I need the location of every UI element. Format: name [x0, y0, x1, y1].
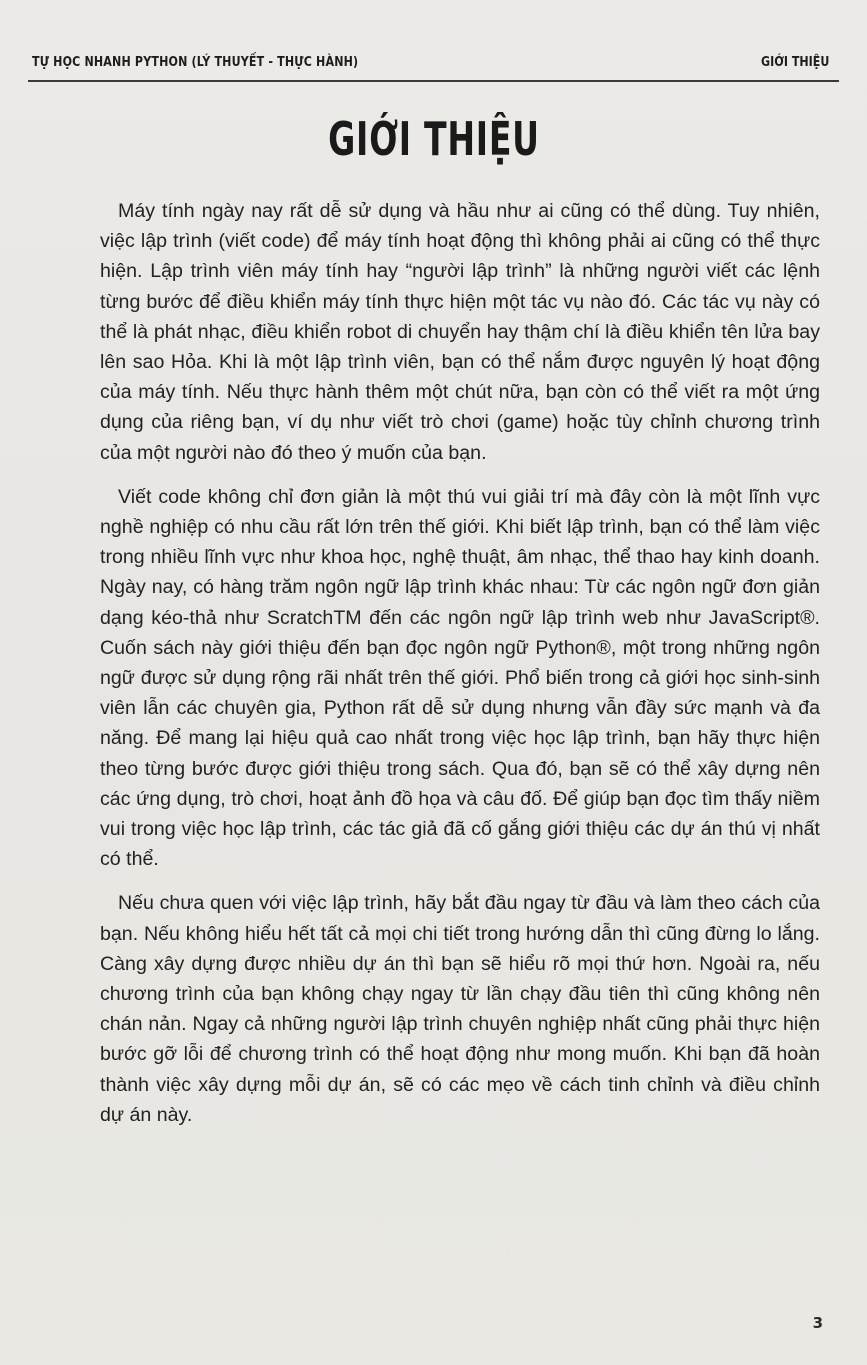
paragraph-1: Máy tính ngày nay rất dễ sử dụng và hầu như ai cũng có thể dùng. Tuy nhiên, việc lập trình (viết code) để máy tính hoạt động thì không phải ai cũng có thể thực hiện. Lập trình viên máy tính hay “người lập trình” là những người viết các lệnh từng bước để điều khiển máy tính thực hiện một tác vụ nào đó. Các tác vụ này có thể là phát nhạc, điều khiển robot di chuyển hay thậm chí là điều khiển tên lửa bay lên sao Hỏa. Khi là một lập trình viên, bạn có thể nắm được nguyên lý hoạt động của máy tính. Nếu thực hành thêm một chút nữa, bạn còn có thể viết ra một ứng dụng của riêng bạn, ví dụ như viết trò chơi (game) hoặc tùy chỉnh chương trình của một người nào đó theo ý muốn của bạn. [100, 200, 820, 464]
page-number: 3 [812, 1314, 823, 1332]
running-header [32, 52, 690, 76]
paragraph-2: Viết code không chỉ đơn giản là một thú vui giải trí mà đây còn là một lĩnh vực nghề nghiệp có nhu cầu rất lớn trên thế giới. Khi biết lập trình, bạn có thể làm việc trong nhiều lĩnh vực như khoa học, nghệ thuật, âm nhạc, thể thao hay kinh doanh. Ngày nay, có hàng trăm ngôn ngữ lập trình khác nhau: Từ các ngôn ngữ đơn giản dạng kéo-thả như ScratchTM đến các ngôn ngữ lập trình web như JavaScript®. Cuốn sách này giới thiệu đến bạn đọc ngôn ngữ Python®, một trong những ngôn ngữ được sử dụng rộng rãi nhất trên thế giới. Phổ biến trong cả giới học sinh-sinh viên lẫn các chuyên gia, Python rất dễ sử dụng nhưng vẫn đầy sức mạnh và đa năng. Để mang lại hiệu quả cao nhất trong việc học lập trình, bạn hãy thực hiện theo từng bước được giới thiệu trong sách. Qua đó, bạn sẽ có thể xây dựng nên các ứng dụng, trò chơi, hoạt ảnh đồ họa và câu đố. Để giúp bạn đọc tìm thấy niềm vui trong việc học lập trình, các tác giả đã cố gắng giới thiệu các dự án thú vị nhất có thể. [100, 485, 820, 871]
chapter-title-text: GIỚI THIỆU [327, 112, 540, 166]
paragraph-3: Nếu chưa quen với việc lập trình, hãy bắt đầu ngay từ đầu và làm theo cách của bạn. Nếu không hiểu hết tất cả mọi chi tiết trong hướng dẫn thì cũng đừng lo lắng. Càng xây dựng được nhiều dự án thì bạn sẽ hiểu rõ mọi thứ hơn. Ngoài ra, nếu chương trình của bạn không chạy ngay từ lần chạy đầu tiên thì cũng không nên chán nản. Ngay cả những người lập trình chuyên nghiệp nhất cũng phải thực hiện bước gỡ lỗi để chương trình có thể hoạt động như mong muốn. Khi bạn đã hoàn thành việc xây dựng mỗi dự án, sẽ có các mẹo về cách tinh chỉnh và điều chỉnh dự án này. [100, 892, 820, 1126]
running-header-section: GIỚI THIỆU [760, 54, 829, 70]
body-text [100, 196, 820, 1144]
running-header-book-title: TỰ HỌC NHANH PYTHON (LÝ THUYẾT - THỰC HÀNH) [32, 54, 359, 70]
chapter-title [0, 112, 867, 166]
header-divider [28, 80, 839, 82]
